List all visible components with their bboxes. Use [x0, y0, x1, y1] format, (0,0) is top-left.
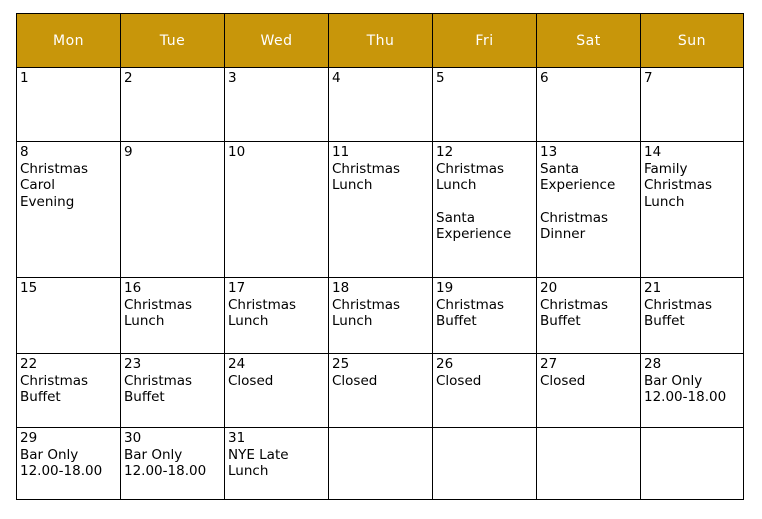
day-cell [225, 428, 329, 500]
weekday-header: Tue [121, 14, 225, 68]
day-cell [121, 354, 225, 428]
event-label: Bar Only 12.00-18.00 [644, 372, 727, 405]
day-cell [537, 354, 641, 428]
day-cell [17, 354, 121, 428]
day-cell [121, 68, 225, 142]
day-cell [433, 68, 537, 142]
day-number: 6 [540, 70, 549, 86]
event-label: Christmas Buffet [540, 296, 609, 329]
day-cell [329, 278, 433, 354]
week-row [17, 428, 744, 500]
event-label: NYE Late Lunch [228, 446, 289, 479]
event-label: Christmas Lunch [124, 296, 193, 329]
day-number: 27 [540, 356, 558, 372]
day-number: 7 [644, 70, 653, 86]
weekday-header: Mon [17, 14, 121, 68]
day-number: 16 [124, 280, 142, 296]
day-cell [641, 354, 744, 428]
day-number: 30 [124, 430, 142, 446]
event-label: Christmas Carol Evening [20, 160, 89, 210]
day-number: 19 [436, 280, 454, 296]
day-number: 14 [644, 144, 662, 160]
day-number: 15 [20, 280, 38, 296]
week-row [17, 68, 744, 142]
day-number: 31 [228, 430, 246, 446]
day-cell [329, 428, 433, 500]
day-number: 20 [540, 280, 558, 296]
day-number: 22 [20, 356, 38, 372]
day-cell [121, 428, 225, 500]
day-cell [641, 68, 744, 142]
weekday-header: Sat [537, 14, 641, 68]
event-label: Family Christmas Lunch [644, 160, 713, 210]
day-cell [641, 142, 744, 278]
weekday-header: Thu [329, 14, 433, 68]
day-number: 21 [644, 280, 662, 296]
day-cell [225, 278, 329, 354]
day-number: 4 [332, 70, 341, 86]
day-number: 23 [124, 356, 142, 372]
day-cell [641, 428, 744, 500]
day-number: 12 [436, 144, 454, 160]
day-number: 24 [228, 356, 246, 372]
day-number: 13 [540, 144, 558, 160]
day-number: 10 [228, 144, 246, 160]
week-row [17, 278, 744, 354]
day-number: 18 [332, 280, 350, 296]
event-label: Christmas Lunch [228, 296, 297, 329]
day-cell [433, 354, 537, 428]
week-row [17, 354, 744, 428]
weekday-header: Fri [433, 14, 537, 68]
event-label: Christmas Dinner [540, 209, 609, 242]
day-cell [537, 428, 641, 500]
day-cell [641, 278, 744, 354]
event-label: Closed [228, 372, 274, 389]
event-spacer [540, 194, 637, 210]
event-label: Closed [540, 372, 586, 389]
event-label: Christmas Buffet [124, 372, 193, 405]
day-cell [121, 142, 225, 278]
day-cell [17, 278, 121, 354]
day-cell [225, 142, 329, 278]
day-number: 17 [228, 280, 246, 296]
weekday-header-row [17, 14, 744, 68]
day-cell [433, 278, 537, 354]
day-number: 9 [124, 144, 133, 160]
day-number: 8 [20, 144, 29, 160]
day-cell [17, 68, 121, 142]
event-label: Bar Only 12.00-18.00 [20, 446, 103, 479]
weekday-header: Wed [225, 14, 329, 68]
week-row [17, 142, 744, 278]
day-cell [537, 142, 641, 278]
calendar-table [16, 13, 744, 500]
day-number: 2 [124, 70, 133, 86]
event-label: Santa Experience [436, 209, 512, 242]
day-number: 28 [644, 356, 662, 372]
event-label: Closed [436, 372, 482, 389]
day-cell [225, 354, 329, 428]
day-cell [121, 278, 225, 354]
event-label: Christmas Lunch [436, 160, 505, 193]
day-cell [433, 142, 537, 278]
day-number: 11 [332, 144, 350, 160]
day-cell [329, 354, 433, 428]
event-spacer [436, 194, 533, 210]
day-cell [329, 68, 433, 142]
event-label: Christmas Buffet [20, 372, 89, 405]
day-cell [17, 428, 121, 500]
event-label: Christmas Lunch [332, 296, 401, 329]
event-label: Christmas Buffet [436, 296, 505, 329]
day-cell [329, 142, 433, 278]
day-number: 1 [20, 70, 29, 86]
day-number: 3 [228, 70, 237, 86]
day-cell [225, 68, 329, 142]
day-number: 25 [332, 356, 350, 372]
day-cell [537, 68, 641, 142]
event-label: Bar Only 12.00-18.00 [124, 446, 207, 479]
event-label: Closed [332, 372, 378, 389]
day-number: 5 [436, 70, 445, 86]
event-label: Christmas Buffet [644, 296, 713, 329]
event-label: Christmas Lunch [332, 160, 401, 193]
calendar-body [17, 68, 744, 500]
day-cell [17, 142, 121, 278]
weekday-header: Sun [641, 14, 744, 68]
day-cell [537, 278, 641, 354]
event-label: Santa Experience [540, 160, 616, 193]
day-number: 29 [20, 430, 38, 446]
day-cell [433, 428, 537, 500]
day-number: 26 [436, 356, 454, 372]
